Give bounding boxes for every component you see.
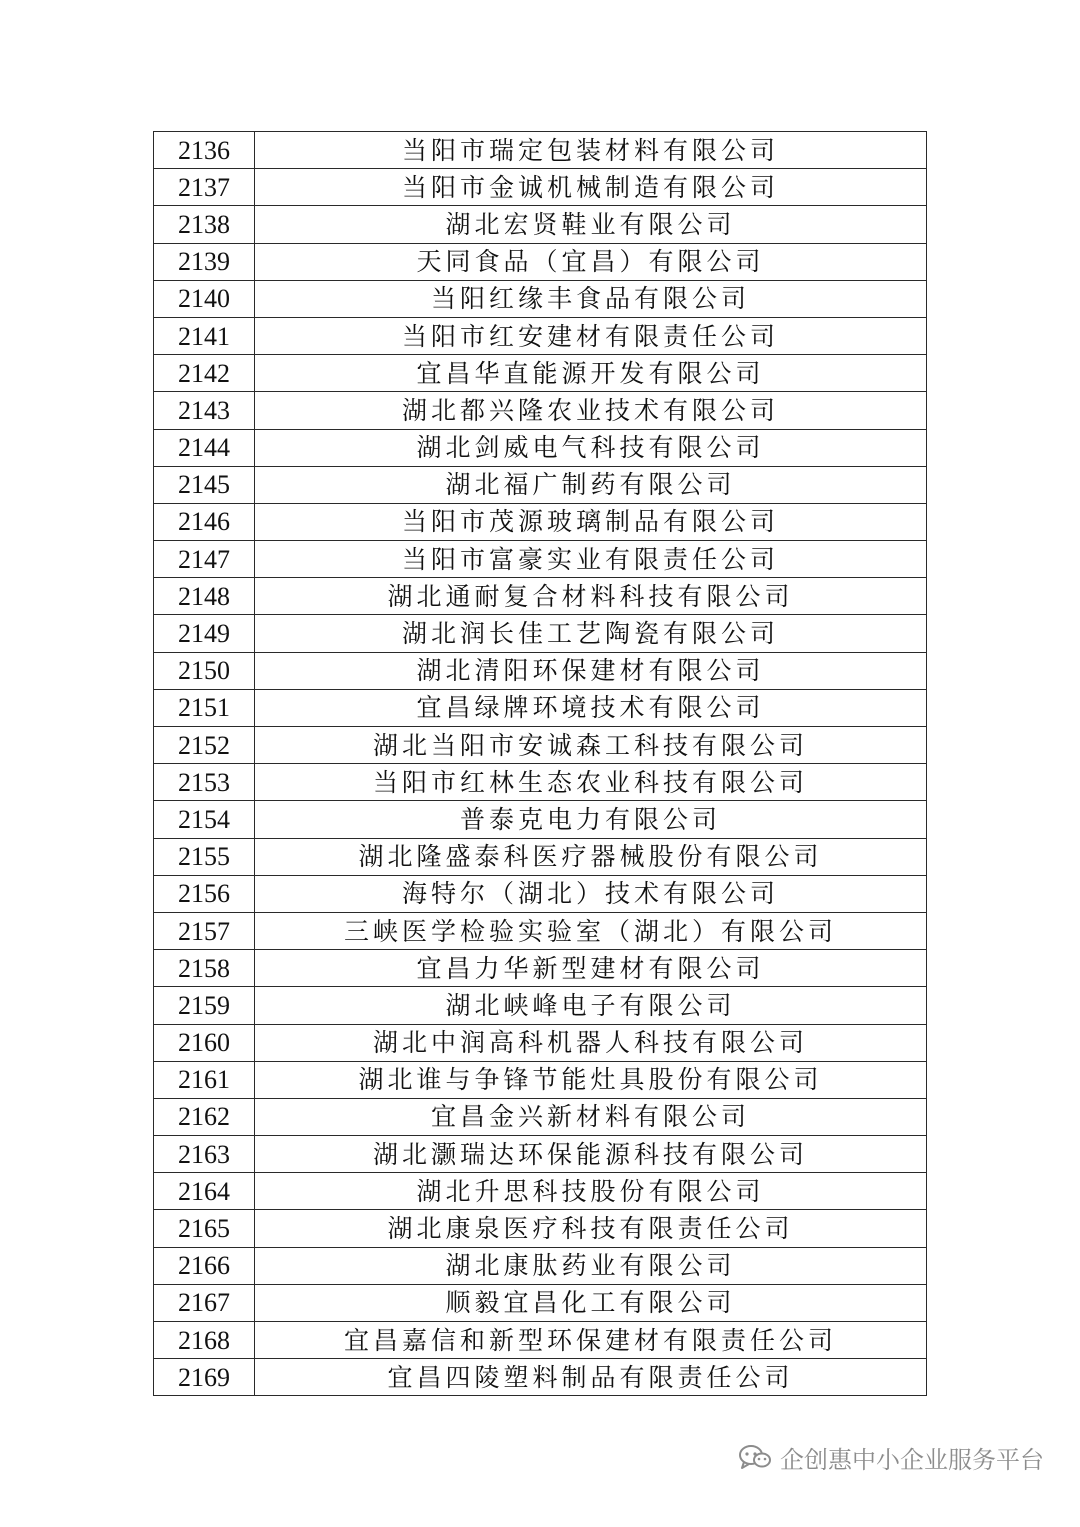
company-name: 宜昌四陵塑料制品有限责任公司 (255, 1359, 927, 1396)
wechat-icon (738, 1443, 772, 1471)
row-number: 2151 (154, 689, 255, 726)
row-number: 2167 (154, 1284, 255, 1321)
row-number: 2142 (154, 355, 255, 392)
row-number: 2141 (154, 317, 255, 354)
row-number: 2161 (154, 1061, 255, 1098)
table-row (154, 1247, 927, 1284)
company-name: 当阳红缘丰食品有限公司 (255, 280, 927, 317)
table-row (154, 466, 927, 503)
company-name: 当阳市富豪实业有限责任公司 (255, 541, 927, 578)
table-row (154, 317, 927, 354)
table-row (154, 1322, 927, 1359)
company-name: 宜昌嘉信和新型环保建材有限责任公司 (255, 1322, 927, 1359)
row-number: 2169 (154, 1359, 255, 1396)
row-number: 2148 (154, 578, 255, 615)
row-number: 2147 (154, 541, 255, 578)
table-row (154, 838, 927, 875)
company-name: 海特尔（湖北）技术有限公司 (255, 875, 927, 912)
row-number: 2157 (154, 912, 255, 949)
company-name: 宜昌绿牌环境技术有限公司 (255, 689, 927, 726)
table-row (154, 355, 927, 392)
company-name: 湖北峡峰电子有限公司 (255, 987, 927, 1024)
company-name: 天同食品（宜昌）有限公司 (255, 243, 927, 280)
row-number: 2159 (154, 987, 255, 1024)
company-name: 当阳市茂源玻璃制品有限公司 (255, 503, 927, 540)
table-row (154, 132, 927, 169)
row-number: 2149 (154, 615, 255, 652)
row-number: 2145 (154, 466, 255, 503)
company-name: 湖北康肽药业有限公司 (255, 1247, 927, 1284)
company-name: 湖北剑威电气科技有限公司 (255, 429, 927, 466)
company-name: 宜昌金兴新材料有限公司 (255, 1098, 927, 1135)
table-row (154, 429, 927, 466)
company-name: 湖北当阳市安诚森工科技有限公司 (255, 727, 927, 764)
table-row (154, 1136, 927, 1173)
company-name: 普泰克电力有限公司 (255, 801, 927, 838)
row-number: 2137 (154, 169, 255, 206)
row-number: 2146 (154, 503, 255, 540)
table-row (154, 280, 927, 317)
watermark-text: 企创惠中小企业服务平台 (780, 1445, 1044, 1474)
table-row (154, 578, 927, 615)
row-number: 2168 (154, 1322, 255, 1359)
company-name: 湖北中润高科机器人科技有限公司 (255, 1024, 927, 1061)
company-name: 宜昌华直能源开发有限公司 (255, 355, 927, 392)
table-row (154, 689, 927, 726)
company-name: 当阳市瑞定包装材料有限公司 (255, 132, 927, 169)
row-number: 2143 (154, 392, 255, 429)
company-name: 湖北清阳环保建材有限公司 (255, 652, 927, 689)
watermark (738, 1437, 1044, 1477)
row-number: 2150 (154, 652, 255, 689)
company-name: 湖北宏贤鞋业有限公司 (255, 206, 927, 243)
table-row (154, 875, 927, 912)
row-number: 2138 (154, 206, 255, 243)
company-name: 湖北谁与争锋节能灶具股份有限公司 (255, 1061, 927, 1098)
table-row (154, 801, 927, 838)
row-number: 2136 (154, 132, 255, 169)
table-row (154, 169, 927, 206)
table-row (154, 1098, 927, 1135)
row-number: 2155 (154, 838, 255, 875)
row-number: 2160 (154, 1024, 255, 1061)
table-row (154, 727, 927, 764)
table-row (154, 243, 927, 280)
row-number: 2156 (154, 875, 255, 912)
company-name: 湖北润长佳工艺陶瓷有限公司 (255, 615, 927, 652)
table-row (154, 615, 927, 652)
row-number: 2144 (154, 429, 255, 466)
company-name: 当阳市红安建材有限责任公司 (255, 317, 927, 354)
table-row (154, 503, 927, 540)
row-number: 2154 (154, 801, 255, 838)
row-number: 2152 (154, 727, 255, 764)
row-number: 2162 (154, 1098, 255, 1135)
row-number: 2163 (154, 1136, 255, 1173)
company-name: 湖北隆盛泰科医疗器械股份有限公司 (255, 838, 927, 875)
table-row (154, 1173, 927, 1210)
company-name: 湖北都兴隆农业技术有限公司 (255, 392, 927, 429)
table-row (154, 1359, 927, 1396)
table-row (154, 1061, 927, 1098)
company-list-body (154, 132, 927, 1396)
company-name: 湖北通耐复合材料科技有限公司 (255, 578, 927, 615)
row-number: 2164 (154, 1173, 255, 1210)
company-name: 湖北康泉医疗科技有限责任公司 (255, 1210, 927, 1247)
row-number: 2139 (154, 243, 255, 280)
table-row (154, 764, 927, 801)
table-row (154, 652, 927, 689)
row-number: 2158 (154, 950, 255, 987)
company-name: 宜昌力华新型建材有限公司 (255, 950, 927, 987)
table-row (154, 1284, 927, 1321)
row-number: 2165 (154, 1210, 255, 1247)
row-number: 2153 (154, 764, 255, 801)
table-row (154, 912, 927, 949)
company-name: 湖北升思科技股份有限公司 (255, 1173, 927, 1210)
company-name: 顺毅宜昌化工有限公司 (255, 1284, 927, 1321)
company-name: 当阳市金诚机械制造有限公司 (255, 169, 927, 206)
company-name: 当阳市红林生态农业科技有限公司 (255, 764, 927, 801)
table-row (154, 1024, 927, 1061)
table-row (154, 541, 927, 578)
row-number: 2140 (154, 280, 255, 317)
table-row (154, 392, 927, 429)
company-name: 湖北福广制药有限公司 (255, 466, 927, 503)
table-row (154, 950, 927, 987)
row-number: 2166 (154, 1247, 255, 1284)
company-list-table (153, 131, 927, 1396)
table-row (154, 1210, 927, 1247)
table-row (154, 206, 927, 243)
table-row (154, 987, 927, 1024)
company-name: 三峡医学检验实验室（湖北）有限公司 (255, 912, 927, 949)
company-name: 湖北灏瑞达环保能源科技有限公司 (255, 1136, 927, 1173)
